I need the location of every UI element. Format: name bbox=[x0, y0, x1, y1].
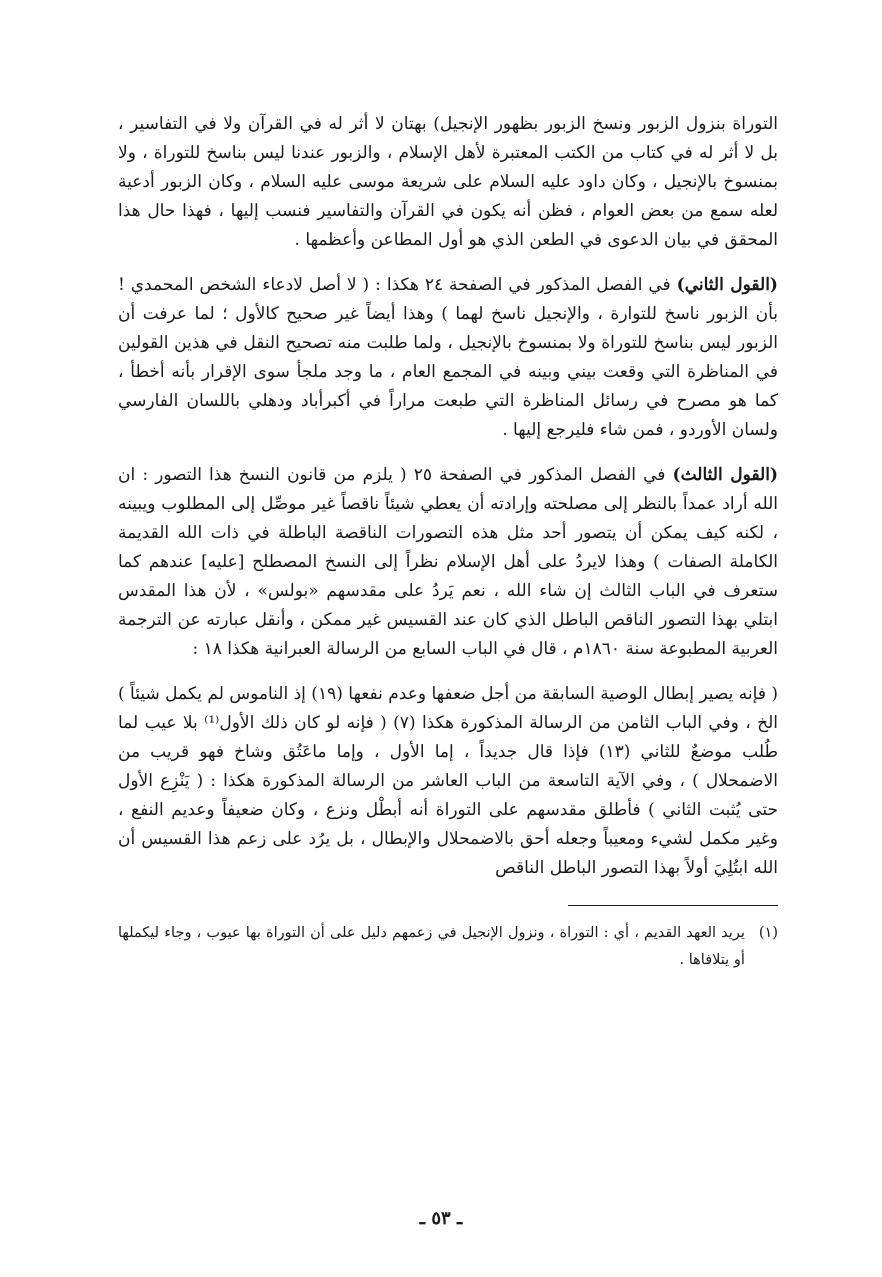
paragraph-1-text: التوراة بنزول الزبور ونسخ الزبور بظهور الإنجيل) بهتان لا أثر له في القرآن ولا في التفاسير ، بل لا أثر له في كتاب من الكتب المعتبرة لأهل الإسلام ، والزبور عندنا ليس بناسخ للتوراة ، ولا بمنسوخ بالإنجيل ، وكان داود عليه السلام على شريعة موسى عليه السلام ، وكان الزبور أدعية لعله سمع من بعض العوام ، فظن أنه يكون في القرآن والتفاسير فنسب إليها ، فهذا حال هذا المحقق في بيان الدعوى في الطعن الذي هو أول المطاعن وأعظمها . bbox=[118, 114, 778, 250]
footnote-marker: (١) bbox=[758, 925, 778, 941]
paragraph-1 bbox=[118, 110, 778, 255]
paragraph-4-text: ( فإنه يصير إبطال الوصية السابقة من أجل ضعفها وعدم نفعها (١٩) إذ الناموس لم يكمل شيئاً ) الخ ، وفي الباب الثامن من الرسالة المذكورة هكذا (٧) ( فإنه لو كان ذلك الأول⁽¹⁾ بلا عيب لما طُلب موضعٌ للثاني (١٣) فإذا قال جديداً ، إما الأول ، وإما ماعَتُق وشاخ فهو قريب من الاضمحلال ) ، وفي الآية التاسعة من الباب العاشر من الرسالة المذكورة هكذا : ( يَنْزِع الأول حتى يُثبت الثاني ) فأطلق مقدسهم على التوراة أنه أبطْل ونزع ، وكان ضعيفاً وعديم النفع ، وغير مكمل لشيء ومعيباً وجعله أحق بالاضمحلال والإبطال ، بل يرُد على زعم هذا القسيس أن الله ابتُلِيَ أولاً بهذا التصور الباطل الناقص bbox=[118, 684, 778, 878]
paragraph-3-lead: (القول الثالث) bbox=[672, 465, 778, 485]
page-number: ـ ٥٣ ـ bbox=[419, 1208, 463, 1229]
paragraph-2 bbox=[118, 271, 778, 445]
paragraph-4 bbox=[118, 680, 778, 883]
page-body bbox=[118, 110, 778, 974]
footnote-text: يريد العهد القديم ، أي : التوراة ، ونزول الإنجيل في زعمهم دليل على أن التوراة بها عيوب ، وجاء ليكملها أو يتلافاها . bbox=[118, 925, 745, 968]
footnote bbox=[118, 920, 778, 974]
paragraph-3-text: في الفصل المذكور في الصفحة ٢٥ ( يلزم من قانون النسخ هذا التصور : ان الله أراد عمداً بالنظر إلى مصلحته وإرادته أن يعطي شيئاً ناقصاً غير موصِّل إلى المطلوب ويبينه ، لكنه كيف يمكن أن يتصور أحد مثل هذه التصورات الناقصة الباطلة في ذات الله القديمة الكاملة الصفات ) وهذا لايردُ على أهل الإسلام نظراً إلى النسخ المصطلح [عليه] عندهم كما ستعرف في الباب الثالث إن شاء الله ، نعم يَردُ على مقدسهم «بولس» ، لأن هذا المقدس ابتلي بهذا التصور الناقص الباطل الذي كان عند القسيس غير ممكن ، وأنقل عبارته عن الترجمة العربية المطبوعة سنة ١٨٦٠م ، قال في الباب السابع من الرسالة العبرانية هكذا ١٨ : bbox=[118, 465, 778, 659]
paragraph-2-lead: (القول الثاني) bbox=[676, 275, 778, 295]
footnote-divider bbox=[568, 905, 778, 906]
paragraph-2-text: في الفصل المذكور في الصفحة ٢٤ هكذا : ( لا أصل لادعاء الشخص المحمدي ! بأن الزبور ناسخ للتوارة ، والإنجيل ناسخ لهما ) وهذا أيضاً غير صحيح كالأول ؛ لما عرفت أن الزبور ليس بناسخ للتوراة ولا بمنسوخ بالإنجيل ، ولما طلبت منه تصحيح النقل في هذين القولين في المناظرة التي وقعت بيني وبينه في المجمع العام ، ما وجد ملجأ سوى الإقرار بأنه أخطأ ، كما هو مصرح في رسائل المناظرة التي طبعت مراراً في أكبرأباد ودهلي باللسان الفارسي ولسان الأوردو ، فمن شاء فليرجع إليها . bbox=[118, 275, 778, 440]
paragraph-3 bbox=[118, 461, 778, 664]
